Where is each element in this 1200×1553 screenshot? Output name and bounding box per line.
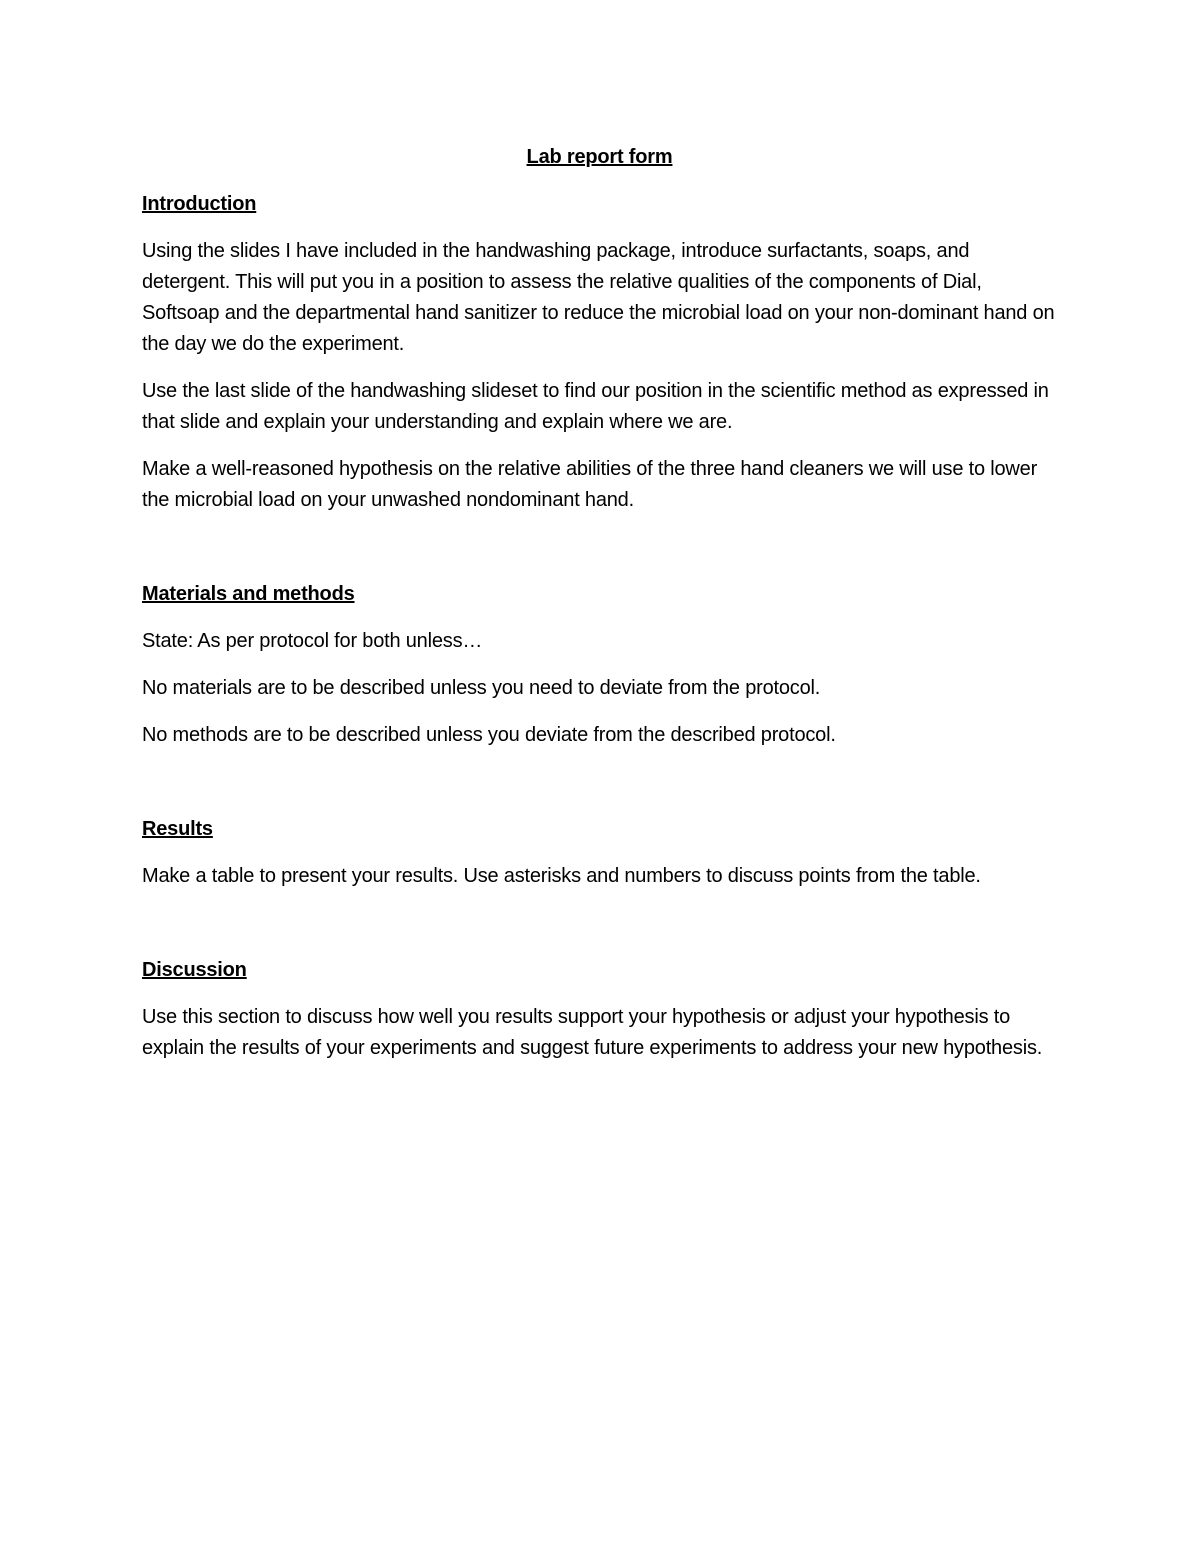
document-body bbox=[142, 142, 1057, 1080]
document-title: Lab report form bbox=[526, 146, 673, 168]
section-spacer bbox=[142, 767, 1057, 814]
section-heading-materials-methods: Materials and methods bbox=[142, 583, 355, 605]
results-paragraph-1: Make a table to present your results. Use asterisks and numbers to discuss points from the table. bbox=[142, 865, 981, 887]
introduction-paragraph-2: Use the last slide of the handwashing slideset to find our position in the scientific method as expressed in that slide and explain your understanding and explain where we are. bbox=[142, 380, 1049, 433]
materials-methods-paragraph-3: No methods are to be described unless you deviate from the described protocol. bbox=[142, 724, 836, 746]
materials-methods-paragraph-1: State: As per protocol for both unless… bbox=[142, 630, 483, 652]
introduction-paragraph-1: Using the slides I have included in the handwashing package, introduce surfactants, soaps, and detergent. This will put you in a position to assess the relative qualities of the components of Dial, Softsoap and the departmental hand sanitizer to reduce the microbial load on your non-dominant hand on the day we do the experiment. bbox=[142, 240, 1055, 355]
introduction-paragraph-3: Make a well-reasoned hypothesis on the relative abilities of the three hand cleaners we will use to lower the microbial load on your unwashed nondominant hand. bbox=[142, 458, 1038, 511]
section-spacer bbox=[142, 908, 1057, 955]
section-heading-introduction: Introduction bbox=[142, 193, 257, 215]
section-heading-results: Results bbox=[142, 818, 213, 840]
discussion-paragraph-1: Use this section to discuss how well you results support your hypothesis or adjust your hypothesis to explain the results of your experiments and suggest future experiments to address your new hypothesis. bbox=[142, 1006, 1043, 1059]
materials-methods-paragraph-2: No materials are to be described unless you need to deviate from the protocol. bbox=[142, 677, 821, 699]
section-spacer bbox=[142, 532, 1057, 579]
section-heading-discussion: Discussion bbox=[142, 959, 247, 981]
